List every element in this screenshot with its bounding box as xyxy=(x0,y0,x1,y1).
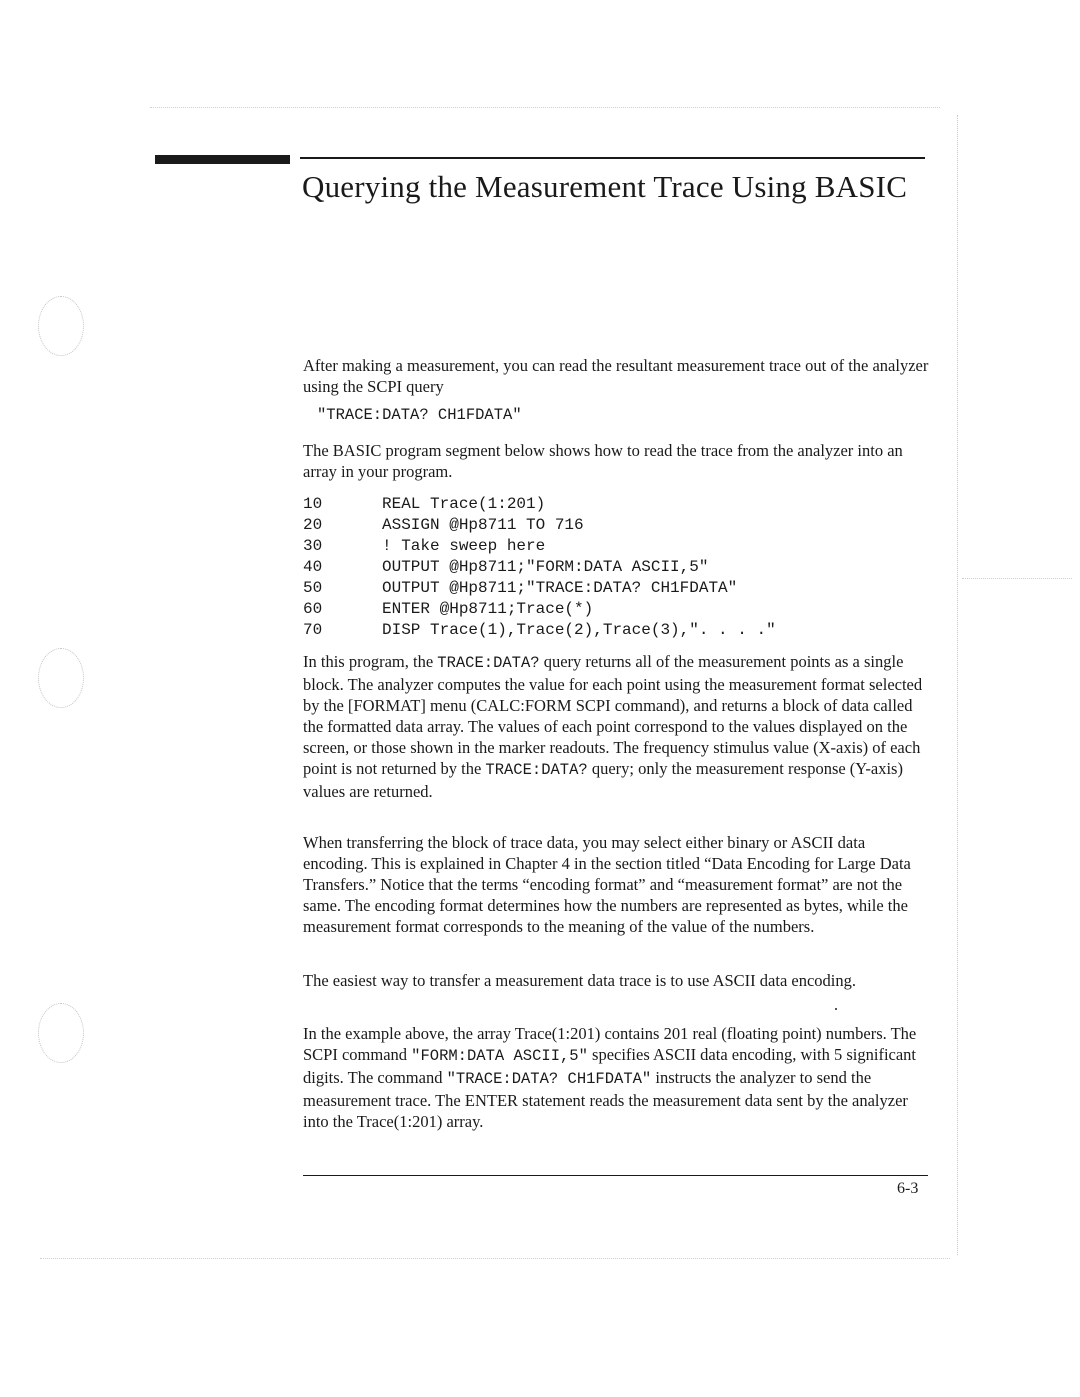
line-code: OUTPUT @Hp8711;"FORM:DATA ASCII,5" xyxy=(382,558,709,576)
binder-hole-middle xyxy=(38,648,84,708)
line-code: ASSIGN @Hp8711 TO 716 xyxy=(382,516,584,534)
program-intro-paragraph: The BASIC program segment below shows how to read the trace from the analyzer into an array in your program. xyxy=(303,441,903,481)
inline-code: TRACE:DATA? xyxy=(485,761,588,779)
inline-code: "FORM:DATA ASCII,5" xyxy=(411,1047,588,1065)
heading-bar xyxy=(155,155,290,164)
line-number: 70 xyxy=(303,621,323,639)
page-title: Querying the Measurement Trace Using BASIC xyxy=(302,169,908,204)
trace-data-paragraph: In this program, the TRACE:DATA? query returns all of the measurement points as a single block. The analyzer computes the value for each point using the measurement format selected by the [FORMAT] menu (CALC:FORM SCPI command), and returns a block of data called the formatted data array. The values of each point correspond to the values displayed on the screen, or those shown in the marker readouts. The frequency stimulus value (X-axis) of each point is not returned by the TRACE:DATA? query; only the measurement response (Y-axis) values are returned. xyxy=(303,652,923,801)
line-number: 30 xyxy=(303,537,323,555)
line-code: OUTPUT @Hp8711;"TRACE:DATA? CH1FDATA" xyxy=(382,579,738,597)
line-code: ! Take sweep here xyxy=(382,537,546,555)
scan-edge-side-mark xyxy=(962,578,1072,579)
scan-edge-right xyxy=(957,115,958,1255)
heading-rule xyxy=(300,157,925,159)
program-line xyxy=(303,599,593,620)
encoding-paragraph: When transferring the block of trace data, you may select either binary or ASCII data encoding. This is explained in Chapter 4 in the section titled “Data Encoding for Large Data Transfers.” Notice that the terms “encoding format” and “measurement format” are not the same. The encoding format determines how the numbers are represented as bytes, while the measurement format corresponds to the meaning of the value of the numbers. xyxy=(303,833,911,936)
scan-speck xyxy=(835,1008,837,1010)
page-number: 6-3 xyxy=(897,1180,919,1197)
line-code: DISP Trace(1),Trace(2),Trace(3),". . . ." xyxy=(382,621,776,639)
ascii-tip-paragraph: The easiest way to transfer a measurement data trace is to use ASCII data encoding. xyxy=(303,971,857,990)
binder-hole-bottom xyxy=(38,1003,84,1063)
binder-hole-top xyxy=(38,296,84,356)
program-line xyxy=(303,515,584,536)
line-number: 40 xyxy=(303,558,323,576)
line-number: 50 xyxy=(303,579,323,597)
line-code: ENTER @Hp8711;Trace(*) xyxy=(382,600,594,618)
program-line xyxy=(303,557,708,578)
scan-edge-bottom xyxy=(40,1258,950,1259)
program-line xyxy=(303,494,545,515)
scpi-query: "TRACE:DATA? CH1FDATA" xyxy=(317,406,522,424)
example-explanation-paragraph: In the example above, the array Trace(1:201) contains 201 real (floating point) numbers. The SCPI command "FORM:DATA ASCII,5" specifies ASCII data encoding, with 5 significant digits. The command "TRACE:DATA? CH1FDATA" instructs the analyzer to send the measurement trace. The ENTER statement reads the measurement data sent by the analyzer into the Trace(1:201) array. xyxy=(303,1024,917,1131)
footer-rule xyxy=(303,1175,928,1176)
line-number: 10 xyxy=(303,495,323,513)
intro-paragraph: After making a measurement, you can read the resultant measurement trace out of the analyzer using the SCPI query xyxy=(303,356,929,396)
inline-code: TRACE:DATA? xyxy=(437,654,540,672)
program-line xyxy=(303,578,737,599)
line-number: 20 xyxy=(303,516,323,534)
line-number: 60 xyxy=(303,600,323,618)
inline-code: "TRACE:DATA? CH1FDATA" xyxy=(446,1070,652,1088)
program-line xyxy=(303,536,545,557)
scan-edge-top xyxy=(150,107,940,108)
line-code: REAL Trace(1:201) xyxy=(382,495,546,513)
program-line xyxy=(303,620,776,641)
